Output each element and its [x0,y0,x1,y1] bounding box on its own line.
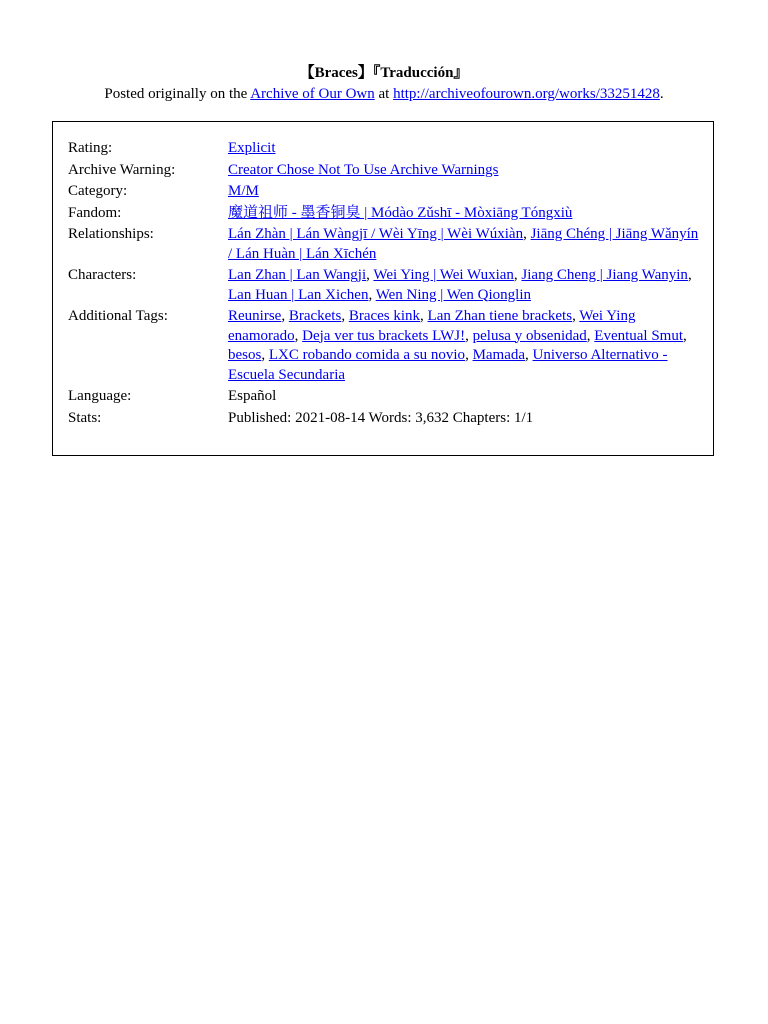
tag-link[interactable]: Wei Ying enamorado [228,308,636,344]
warning-value [228,159,700,181]
tags-label: Additional Tags: [68,308,168,324]
meta-row-warning [68,159,700,181]
character-link[interactable]: Jiang Cheng | Jiang Wanyin [521,267,688,283]
separator: , [513,267,522,283]
tag-link[interactable]: Brackets [288,308,342,324]
language-value: Español [228,388,277,404]
separator: , [687,267,692,283]
meta-row-tags [68,305,700,385]
tag-link[interactable]: Deja ver tus brackets LWJ! [302,327,466,344]
rating-label: Rating: [68,140,113,156]
work-url-link[interactable]: http://archiveofourown.org/works/33251428 [393,86,660,102]
separator: , [465,327,473,344]
separator: , [281,308,289,324]
relationship-link[interactable]: Jiāng Chéng | Jiāng Wǎnyín / Lán Huàn | Lán Xīchén [228,226,699,262]
separator: , [420,308,428,324]
tag-link[interactable]: besos [228,347,262,363]
fandom-link[interactable]: 魔道祖师 - 墨香铜臭 | Módào Zǔshī - Mòxiāng Tóngxiù [228,204,573,221]
stats-value: Published: 2021-08-14 Words: 3,632 Chapters: 1/1 [228,409,534,426]
meta-row-rating [68,139,700,159]
relationship-link[interactable]: Lán Zhàn | Lán Wàngjī / Wèi Yīng | Wèi Wúxiàn [228,226,524,242]
fandom-label: Fandom: [68,204,122,221]
posted-line [0,84,768,104]
posted-suffix: . [659,86,664,102]
characters-value [228,264,700,305]
category-label: Category: [68,183,128,199]
relationships-label: Relationships: [68,226,154,242]
work-meta-box [52,121,714,456]
character-link[interactable]: Lan Zhan | Lan Wangji [228,267,367,283]
character-link[interactable]: Wen Ning | Wen Qionglin [375,286,531,303]
tag-link[interactable]: Universo Alternativo - Escuela Secundaria [228,347,668,383]
rating-link[interactable]: Explicit [228,140,276,156]
separator: , [586,327,595,344]
tag-link[interactable]: Eventual Smut [594,327,684,344]
category-value [228,180,700,202]
tag-link[interactable]: Reunirse [228,308,282,324]
character-link[interactable]: Wei Ying | Wei Wuxian [373,267,514,283]
separator: , [523,226,531,242]
warning-label: Archive Warning: [68,161,176,178]
separator: , [294,327,303,344]
meta-row-stats [68,407,700,429]
work-meta-table [68,139,700,428]
tag-link[interactable]: Mamada [472,347,526,363]
tag-link[interactable]: pelusa y obsenidad [472,327,587,344]
characters-label: Characters: [68,267,137,283]
separator: , [261,347,269,363]
rating-value [228,139,700,159]
meta-row-fandom [68,202,700,224]
tag-link[interactable]: Braces kink [348,308,421,324]
work-header [0,62,768,104]
stats-label: Stats: [68,409,102,426]
tags-value [228,305,700,385]
separator: , [525,347,533,363]
warning-link[interactable]: Creator Chose Not To Use Archive Warnings [228,161,499,178]
meta-row-language [68,385,700,407]
category-link[interactable]: M/M [228,183,259,199]
relationships-value [228,223,700,264]
tag-link[interactable]: Lan Zhan tiene brackets [427,308,573,324]
posted-prefix: Posted originally on the [104,86,251,102]
posted-mid: at [374,86,394,102]
language-label: Language: [68,388,132,404]
fandom-value [228,202,700,224]
tag-link[interactable]: LXC robando comida a su novio [268,347,466,363]
separator: , [341,308,349,324]
meta-row-characters [68,264,700,305]
separator: , [465,347,473,363]
meta-row-category [68,180,700,202]
meta-row-relationships [68,223,700,264]
separator: , [572,308,580,324]
separator: , [368,286,376,303]
work-title: 【Braces】『Traducción』 [299,65,469,81]
character-link[interactable]: Lan Huan | Lan Xichen [228,286,369,303]
archive-link[interactable]: Archive of Our Own [250,86,375,102]
separator: , [366,267,374,283]
separator: , [683,327,687,344]
